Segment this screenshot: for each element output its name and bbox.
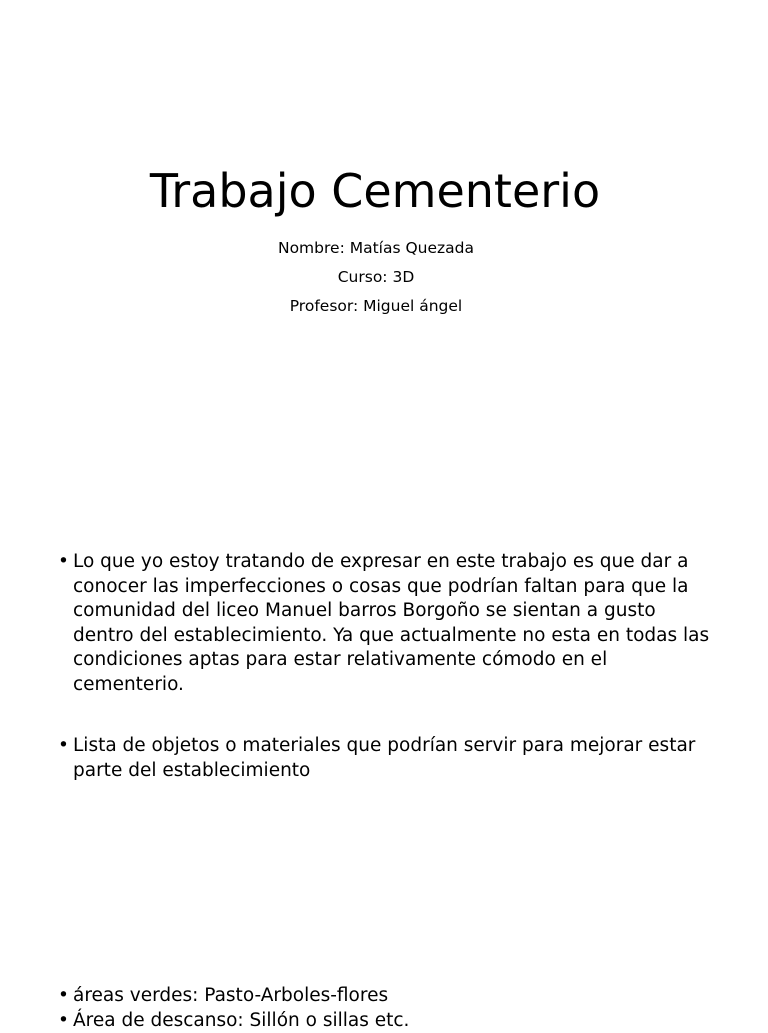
bullet-marker: •: [58, 984, 69, 1009]
bullet-text: Área de descanso: Sillón o sillas etc.: [73, 1010, 409, 1031]
bullet-list-materials: [58, 984, 718, 1033]
course: Curso: 3D: [0, 263, 752, 292]
bullet-marker: •: [58, 734, 69, 759]
bullet-item: [58, 734, 718, 783]
bullet-item: [58, 984, 718, 1009]
bullet-text: Lo que yo estoy tratando de expresar en este trabajo es que dar a conocer las imperfecciones o cosas que podrían faltan para que la comunidad del liceo Manuel barros Borgoño se sientan a gusto dentro del establecimiento. Ya que actualmente no esta en todas las condiciones aptas para estar relativamente cómodo en el cementerio.: [73, 551, 709, 695]
author-name: Nombre: Matías Quezada: [0, 234, 752, 263]
bullet-marker: •: [58, 550, 69, 575]
bullet-list-objective: [58, 550, 718, 783]
bullet-item: [58, 550, 718, 697]
slide-subtitle: [0, 234, 752, 321]
bullet-marker: •: [58, 1009, 69, 1033]
bullet-item: [58, 1009, 718, 1033]
slide-title: Trabajo Cementerio: [0, 162, 750, 220]
teacher: Profesor: Miguel ángel: [0, 292, 752, 321]
bullet-text: Lista de objetos o materiales que podrían servir para mejorar estar parte del establecimiento: [73, 735, 695, 781]
bullet-text: áreas verdes: Pasto-Arboles-flores: [73, 985, 388, 1006]
